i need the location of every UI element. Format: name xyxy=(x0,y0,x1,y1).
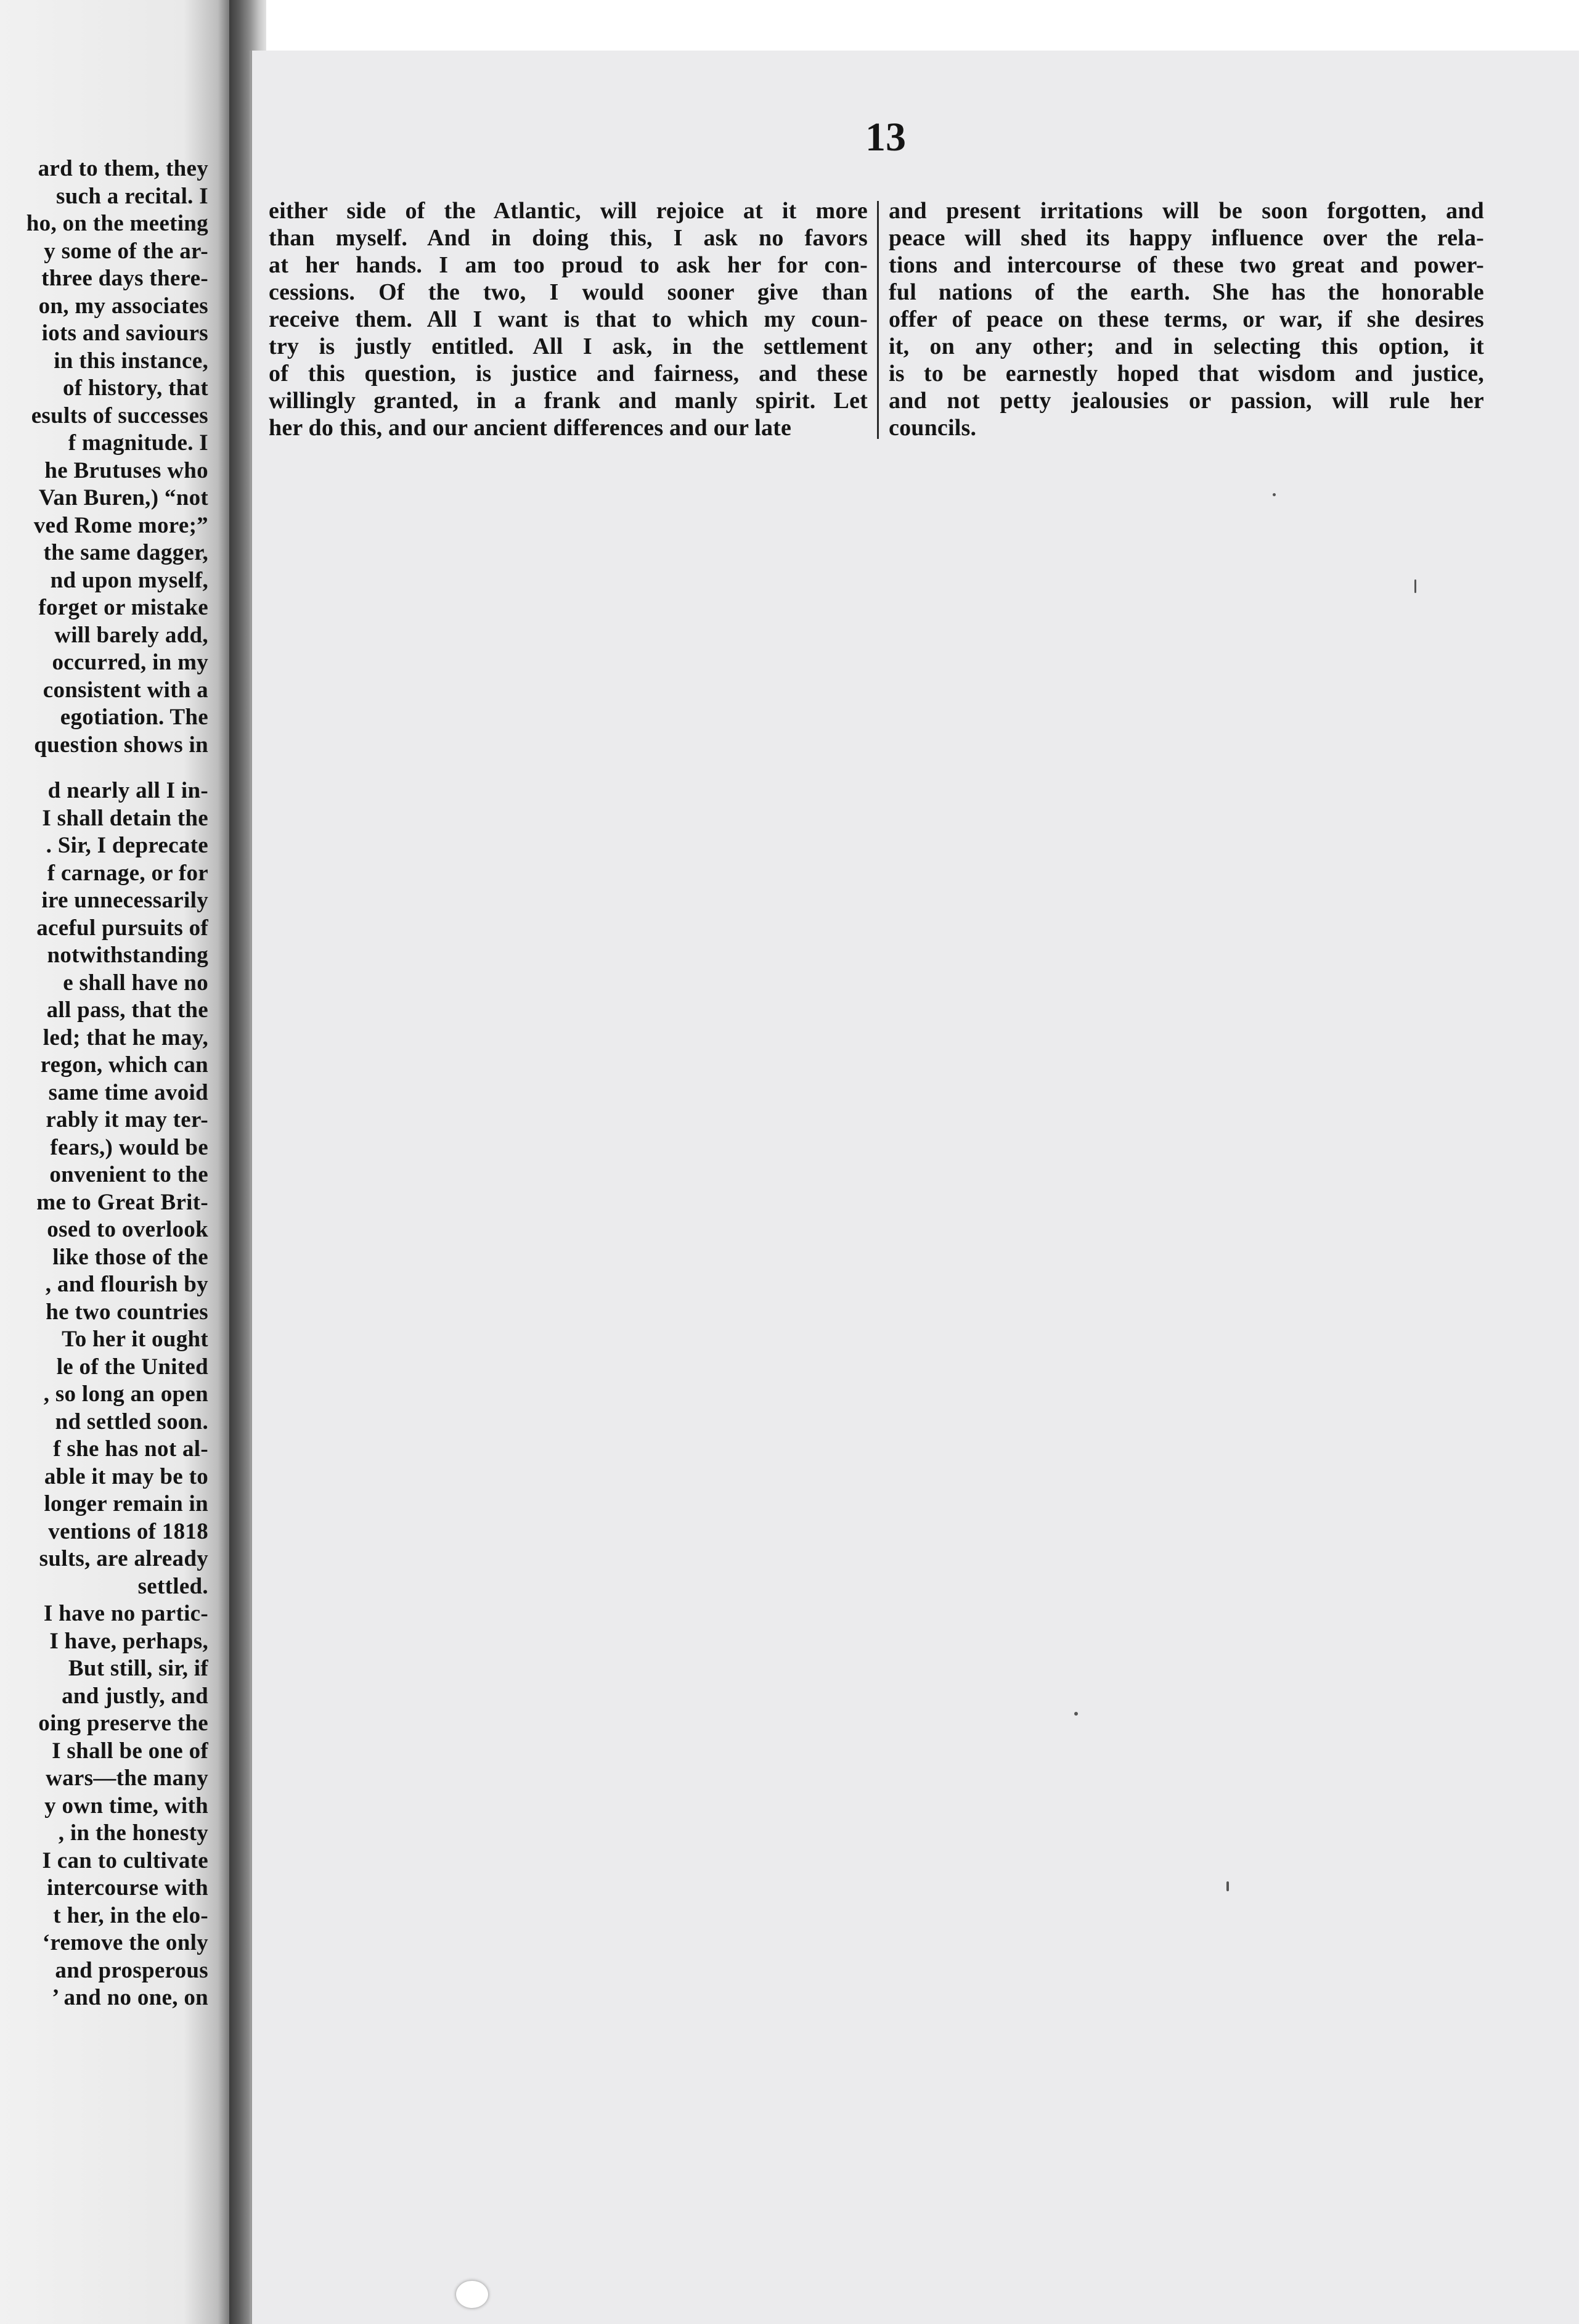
left-page-text-line: . Sir, I deprecate xyxy=(46,833,208,858)
left-page-text-line: like those of the xyxy=(52,1244,208,1270)
text-line: at her hands. I am too proud to ask her for con- xyxy=(269,252,868,278)
left-page-text-line: osed to overlook xyxy=(47,1217,208,1242)
left-page-text-line: ventions of 1818 xyxy=(48,1518,208,1544)
left-page-text-line: led; that he may, xyxy=(43,1025,208,1050)
text-line: it, on any other; and in selecting this option, it xyxy=(889,333,1484,359)
left-page-text-line: esults of successes xyxy=(31,403,208,428)
left-page-text-line: all pass, that the xyxy=(46,997,208,1023)
left-page-fragment xyxy=(0,0,229,2324)
text-line: willingly granted, in a frank and manly spirit. Let xyxy=(269,388,868,414)
left-page-text-line: three days there- xyxy=(41,266,208,291)
text-line: cessions. Of the two, I would sooner give than xyxy=(269,279,868,305)
left-page-text-line: such a recital. I xyxy=(56,183,208,209)
left-page-text-line: I can to cultivate xyxy=(42,1847,208,1873)
page-number: 13 xyxy=(865,115,906,160)
left-page-text-line: fears,) would be xyxy=(50,1134,208,1160)
page-edge-margin xyxy=(1579,51,1595,2324)
left-page-text-line: the same dagger, xyxy=(43,540,208,565)
left-page-text-line: , so long an open xyxy=(43,1381,208,1407)
left-page-text-line: regon, which can xyxy=(40,1052,208,1078)
left-page-text-line: , and flourish by xyxy=(45,1272,208,1297)
text-line: is to be earnestly hoped that wisdom and justice, xyxy=(889,361,1484,387)
left-page-text-line: ‘remove the only xyxy=(42,1930,208,1955)
left-page-text-line: onvenient to the xyxy=(49,1162,208,1187)
left-page-text-line: he two countries xyxy=(46,1299,208,1325)
left-page-text-line: wars—the many xyxy=(46,1766,208,1791)
text-column-right xyxy=(889,197,1484,441)
left-page-text-line: will barely add, xyxy=(54,622,208,648)
paper-damage-spot xyxy=(456,2281,488,2308)
text-line: of this question, is justice and fairness, and these xyxy=(269,361,868,387)
left-page-text-line: nd settled soon. xyxy=(55,1409,208,1434)
left-page-text-line: y some of the ar- xyxy=(44,238,208,264)
left-page-text-line: forget or mistake xyxy=(38,595,208,620)
text-line: her do this, and our ancient differences and our late xyxy=(269,415,792,441)
left-page-text-line: able it may be to xyxy=(44,1463,208,1489)
left-page-text-line: , in the honesty xyxy=(58,1820,208,1846)
text-line: offer of peace on these terms, or war, if she desires xyxy=(889,306,1484,332)
left-page-text-line: settled. xyxy=(137,1573,208,1599)
left-page-text-line: ho, on the meeting xyxy=(26,211,208,236)
left-page-text-line: ’ and no one, on xyxy=(52,1985,208,2010)
text-column-left xyxy=(269,197,868,441)
text-line: either side of the Atlantic, will rejoice at it more xyxy=(269,198,868,224)
left-page-text-line: rably it may ter- xyxy=(46,1107,208,1132)
left-page-text-line: I shall be one of xyxy=(52,1738,208,1764)
paper-speck xyxy=(1226,1881,1229,1891)
left-page-text-line: nd upon myself, xyxy=(50,567,208,593)
left-page-text-line: f magnitude. I xyxy=(68,430,208,456)
left-page-text-line: and prosperous xyxy=(55,1957,208,1983)
left-page-text-line: sults, are already xyxy=(39,1546,208,1571)
left-page-text-line: occurred, in my xyxy=(52,650,208,675)
left-page-text-line: ard to them, they xyxy=(38,156,208,181)
text-line: tions and intercourse of these two great and power- xyxy=(889,252,1484,278)
left-page-text-line: t her, in the elo- xyxy=(53,1902,208,1928)
text-line: peace will shed its happy influence over the rela- xyxy=(889,225,1484,251)
paper-speck xyxy=(1273,493,1276,496)
left-page-text-line: iots and saviours xyxy=(41,321,208,346)
paper-speck xyxy=(1414,579,1416,593)
left-page-text-line: I shall detain the xyxy=(42,805,208,831)
left-page-text-line: of history, that xyxy=(62,375,208,401)
left-page-text-line: le of the United xyxy=(56,1354,208,1380)
left-page-text-line: on, my associates xyxy=(38,293,208,319)
left-page-text-line: e shall have no xyxy=(63,970,208,996)
left-page-text-line: I have, perhaps, xyxy=(49,1628,208,1654)
left-page-text-line: ved Rome more;” xyxy=(33,512,208,538)
left-page-text-line: Van Buren,) “not xyxy=(38,485,208,510)
left-page-text-line: longer remain in xyxy=(44,1491,208,1516)
left-page-text-line: But still, sir, if xyxy=(68,1656,208,1681)
left-page-text-line: and justly, and xyxy=(62,1683,208,1709)
text-line: than myself. And in doing this, I ask no favors xyxy=(269,225,868,251)
left-page-text-line: consistent with a xyxy=(43,677,208,703)
left-page-text-line: To her it ought xyxy=(62,1327,208,1352)
left-page-text-line: I have no partic- xyxy=(43,1601,208,1626)
left-page-text-line: oing preserve the xyxy=(38,1711,208,1736)
text-line: councils. xyxy=(889,415,977,441)
left-page-text-line: d nearly all I in- xyxy=(47,778,208,803)
left-page-text-line: f carnage, or for xyxy=(47,860,208,886)
left-page-text-line: f she has not al- xyxy=(53,1436,208,1462)
paragraph-gap xyxy=(0,759,208,777)
left-page-text-line: aceful pursuits of xyxy=(36,915,208,941)
left-page-text-line: intercourse with xyxy=(46,1875,208,1901)
text-line: receive them. All I want is that to which my coun- xyxy=(269,306,868,332)
left-page-text-line: in this instance, xyxy=(54,348,208,374)
column-divider xyxy=(877,201,879,439)
left-page-text-line: egotiation. The xyxy=(60,705,208,730)
left-page-text-line: y own time, with xyxy=(44,1793,208,1819)
left-page-text-line: ire unnecessarily xyxy=(41,888,208,913)
left-page-text-line: notwithstanding xyxy=(47,943,208,968)
left-page-text-line: he Brutuses who xyxy=(44,457,208,483)
text-line: and present irritations will be soon forgotten, and xyxy=(889,198,1484,224)
text-line: ful nations of the earth. She has the honorable xyxy=(889,279,1484,305)
text-line: and not petty jealousies or passion, will rule her xyxy=(889,388,1484,414)
paper-speck xyxy=(1074,1712,1078,1716)
left-page-text-line: question shows in xyxy=(34,732,208,758)
left-page-text-line: same time avoid xyxy=(48,1079,208,1105)
text-line: try is justly entitled. All I ask, in the settlement xyxy=(269,333,868,359)
left-page-text xyxy=(0,155,208,2012)
left-page-text-line: me to Great Brit- xyxy=(36,1189,208,1215)
